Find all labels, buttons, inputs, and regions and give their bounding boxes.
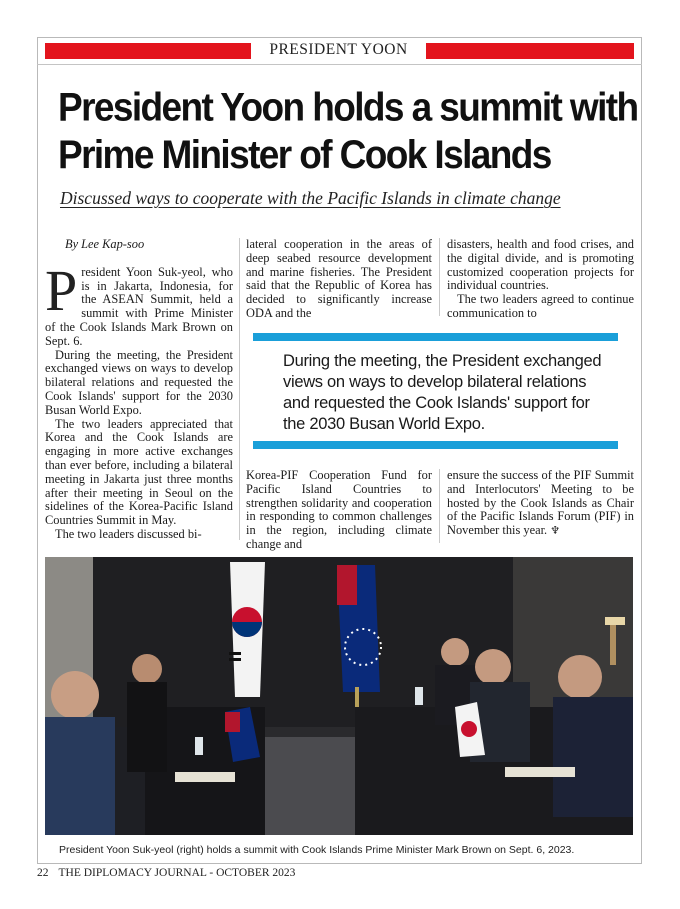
article-subhead: Discussed ways to cooperate with the Pacific Islands in climate change [60, 188, 561, 208]
paragraph [447, 469, 634, 539]
paragraph: During the meeting, the President exchanged views on ways to develop bilateral relations and requested the Cook Islands' support for the 2030 Busan World Expo. [45, 347, 233, 417]
section-label: PRESIDENT YOON [269, 41, 408, 58]
publication-name: THE DIPLOMACY JOURNAL - OCTOBER 2023 [58, 867, 296, 879]
byline: By Lee Kap-soo [65, 237, 145, 251]
photo-caption-box [45, 835, 633, 863]
paragraph: The two leaders appreciated that Korea and the Cook Islands are engaging in more active exchanges than ever before, including a bilateral meeting in Jakarta just three months after their meeting in Seoul on the sidelines of the Korea-Pacific Island Countries Summit in May. [45, 416, 233, 528]
column-divider [439, 238, 440, 316]
page-number: 22 [37, 867, 49, 879]
section-bar-right [426, 43, 634, 59]
column-2-top [246, 238, 432, 321]
photo-caption: President Yoon Suk-yeol (right) holds a summit with Cook Islands Prime Minister Mark Brown on Sept. 6, 2023. [59, 844, 575, 856]
section-header [45, 43, 634, 59]
paragraph: disasters, health and food crises, and the digital divide, and is promoting customized cooperation projects for individual countries. [447, 237, 634, 293]
lead-paragraph [45, 257, 233, 349]
lead-text: resident Yoon Suk-yeol, who is in Jakarta, Indonesia, for the ASEAN Summit, held a summit with Prime Minister of the Cook Islands Mark Brown on Sept. 6. [45, 264, 233, 348]
headline-line-2: Prime Minister of Cook Islands [58, 132, 551, 177]
paragraph: lateral cooperation in the areas of deep seabed resource development and marine fisheries. The President said that the Republic of Korea has decided to significantly increase ODA and the [246, 237, 432, 320]
paragraph: The two leaders agreed to continue communication to [447, 292, 634, 320]
page-footer [37, 867, 295, 879]
column-1 [45, 238, 233, 542]
paragraph: The two leaders discussed bi- [55, 526, 202, 541]
column-divider [239, 238, 240, 540]
end-mark-icon: ♆ [550, 525, 561, 538]
drop-cap: P [45, 257, 78, 323]
pullquote-rule-top [253, 333, 618, 341]
pullquote-rule-bottom [253, 441, 618, 449]
column-3-top [447, 238, 634, 321]
paragraph: Korea-PIF Cooperation Fund for Pacific Island Countries to strengthen solidarity and cooperation in responding to common challenges in the region, including climate change and [246, 468, 432, 551]
summit-photo [45, 557, 633, 835]
headline-line-1: President Yoon holds a summit with [58, 85, 638, 130]
header-rule [37, 64, 642, 65]
article-headline [58, 84, 638, 179]
column-3-bottom [447, 469, 634, 539]
summit-photo-illustration [45, 557, 633, 835]
column-divider [439, 469, 440, 543]
column-2-bottom [246, 469, 432, 552]
closing-text: ensure the success of the PIF Summit and Interlocutors' Meeting to be hosted by the Cook Islands as Chair of the Pacific Islands Forum (PIF) in November this year. [447, 468, 634, 538]
section-bar-left [45, 43, 251, 59]
pullquote: During the meeting, the President exchanged views on ways to develop bilateral relations and requested the Cook Islands' support for the 2030 Busan World Expo. [283, 352, 602, 433]
